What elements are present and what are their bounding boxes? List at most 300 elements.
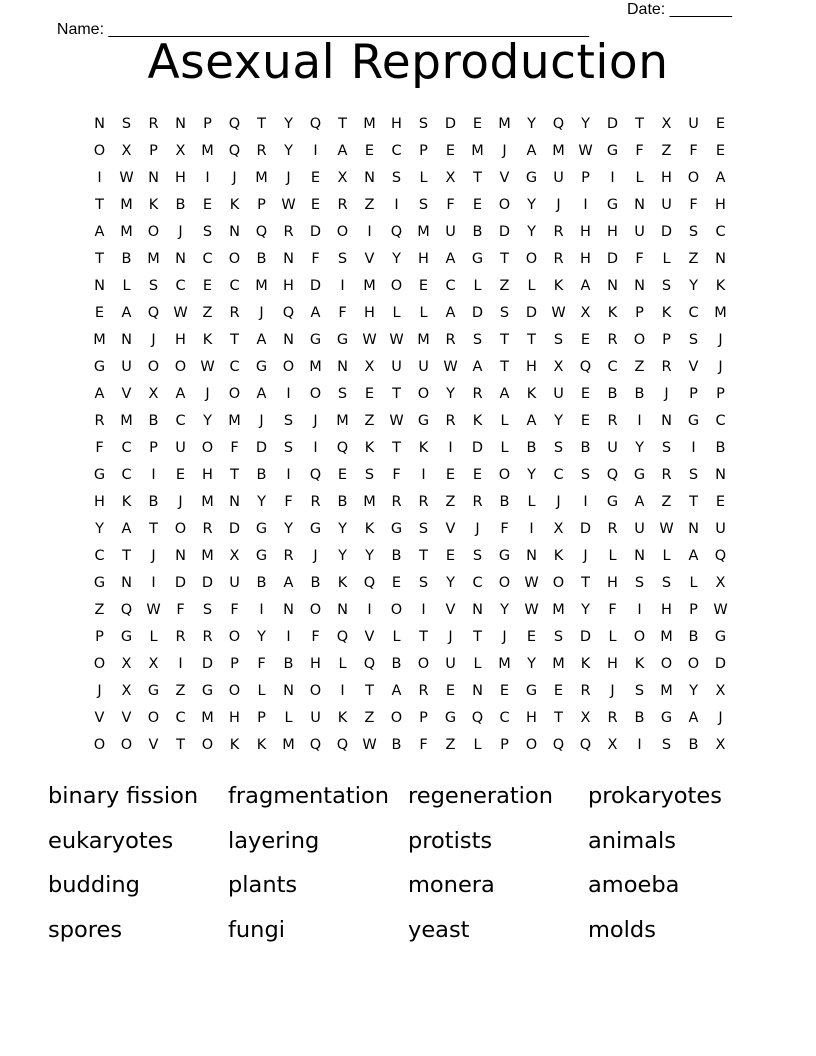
grid-letter: X — [364, 359, 375, 375]
grid-letter: Y — [689, 278, 698, 294]
grid-letter: L — [419, 305, 428, 321]
grid-letter: S — [418, 116, 429, 132]
grid-letter: M — [255, 278, 268, 294]
grid-letter: E — [472, 116, 483, 132]
grid-letter: Q — [336, 440, 349, 456]
grid-letter: R — [283, 224, 294, 240]
grid-letter: N — [472, 602, 483, 618]
grid-letter: N — [283, 683, 294, 699]
grid-letter: L — [392, 629, 401, 645]
grid-letter: K — [337, 575, 348, 591]
grid-letter: H — [526, 359, 537, 375]
grid-letter: O — [687, 170, 700, 186]
grid-letter: R — [310, 494, 321, 510]
grid-letter: G — [336, 332, 349, 348]
grid-letter: I — [178, 656, 183, 672]
grid-letter: F — [311, 251, 320, 267]
grid-letter: Q — [120, 602, 133, 618]
grid-letter: S — [553, 629, 564, 645]
grid-letter: W — [389, 413, 404, 429]
grid-letter: T — [392, 440, 401, 456]
grid-letter: R — [472, 386, 483, 402]
grid-letter: J — [286, 170, 291, 186]
grid-letter: X — [553, 521, 564, 537]
grid-letter: I — [448, 440, 453, 456]
grid-letter: R — [256, 143, 267, 159]
grid-letter: L — [527, 494, 536, 510]
grid-letter: G — [687, 413, 700, 429]
grid-letter: E — [472, 197, 483, 213]
grid-letter: J — [556, 494, 561, 510]
grid-letter: K — [553, 548, 564, 564]
grid-letter: D — [309, 224, 322, 240]
grid-letter: P — [230, 656, 239, 672]
grid-letter: Y — [554, 413, 563, 429]
grid-letter: U — [715, 521, 726, 537]
grid-letter: V — [445, 521, 456, 537]
grid-letter: S — [202, 224, 213, 240]
grid-letter: B — [256, 575, 267, 591]
grid-letter: M — [660, 629, 673, 645]
grid-letter: S — [688, 224, 699, 240]
grid-letter: S — [553, 440, 564, 456]
grid-letter: J — [151, 548, 156, 564]
grid-letter: D — [309, 278, 322, 294]
grid-letter: U — [121, 359, 132, 375]
grid-letter: G — [525, 170, 538, 186]
grid-letter: U — [310, 710, 321, 726]
word-list-item: animals — [588, 827, 676, 854]
grid-letter: O — [633, 629, 646, 645]
grid-letter: K — [526, 386, 537, 402]
grid-letter: P — [149, 440, 158, 456]
grid-letter: I — [205, 170, 210, 186]
grid-letter: T — [392, 386, 401, 402]
grid-letter: H — [607, 224, 618, 240]
grid-letter: O — [147, 359, 160, 375]
grid-letter: D — [201, 656, 214, 672]
grid-letter: M — [552, 656, 565, 672]
grid-letter: B — [256, 467, 267, 483]
grid-letter: L — [284, 710, 293, 726]
grid-letter: O — [390, 602, 403, 618]
grid-letter: S — [661, 440, 672, 456]
grid-letter: W — [389, 332, 404, 348]
grid-letter: Q — [309, 467, 322, 483]
grid-letter: U — [229, 575, 240, 591]
grid-letter: Q — [579, 737, 592, 753]
grid-letter: W — [524, 602, 539, 618]
grid-letter: J — [718, 332, 723, 348]
grid-letter: H — [661, 170, 672, 186]
grid-letter: A — [445, 305, 456, 321]
grid-letter: G — [93, 467, 106, 483]
grid-letter: L — [122, 278, 131, 294]
grid-letter: O — [336, 224, 349, 240]
grid-letter: O — [390, 278, 403, 294]
grid-letter: Y — [635, 440, 644, 456]
grid-letter: N — [175, 251, 186, 267]
grid-letter: O — [390, 710, 403, 726]
grid-letter: J — [259, 413, 264, 429]
grid-letter: X — [580, 305, 591, 321]
grid-letter: H — [94, 494, 105, 510]
grid-letter: M — [363, 116, 376, 132]
grid-letter: Q — [309, 116, 322, 132]
grid-letter: Q — [228, 116, 241, 132]
grid-letter: M — [147, 251, 160, 267]
grid-letter: B — [310, 575, 321, 591]
grid-letter: K — [229, 197, 240, 213]
grid-letter: Q — [579, 359, 592, 375]
grid-letter: R — [607, 413, 618, 429]
grid-letter: V — [445, 602, 456, 618]
grid-letter: Q — [228, 143, 241, 159]
grid-letter: H — [418, 251, 429, 267]
grid-letter: N — [121, 575, 132, 591]
grid-letter: R — [148, 116, 159, 132]
grid-letter: L — [392, 305, 401, 321]
grid-letter: B — [391, 548, 402, 564]
grid-letter: U — [634, 521, 645, 537]
grid-letter: S — [688, 332, 699, 348]
grid-letter: X — [661, 116, 672, 132]
grid-letter: Z — [445, 737, 456, 753]
grid-letter: G — [93, 359, 106, 375]
grid-letter: B — [283, 656, 294, 672]
grid-letter: N — [337, 359, 348, 375]
grid-letter: C — [715, 413, 726, 429]
grid-letter: G — [390, 521, 403, 537]
grid-letter: I — [421, 602, 426, 618]
grid-letter: U — [688, 116, 699, 132]
grid-letter: C — [175, 413, 186, 429]
grid-letter: G — [498, 548, 511, 564]
grid-letter: M — [201, 494, 214, 510]
grid-letter: A — [499, 386, 510, 402]
grid-letter: O — [525, 737, 538, 753]
grid-letter: L — [500, 413, 509, 429]
grid-letter: T — [473, 170, 482, 186]
grid-letter: O — [687, 656, 700, 672]
grid-letter: N — [283, 332, 294, 348]
grid-letter: P — [95, 629, 104, 645]
grid-letter: E — [94, 305, 105, 321]
grid-letter: Z — [661, 494, 672, 510]
grid-letter: F — [500, 521, 509, 537]
grid-letter: N — [715, 251, 726, 267]
grid-letter: I — [421, 467, 426, 483]
grid-letter: O — [633, 332, 646, 348]
grid-letter: M — [93, 332, 106, 348]
grid-letter: H — [202, 467, 213, 483]
grid-letter: G — [255, 359, 268, 375]
grid-letter: D — [714, 656, 727, 672]
grid-letter: E — [553, 683, 564, 699]
grid-letter: V — [364, 629, 375, 645]
grid-letter: Y — [689, 683, 698, 699]
grid-letter: N — [715, 467, 726, 483]
grid-letter: N — [121, 332, 132, 348]
grid-letter: S — [418, 521, 429, 537]
grid-letter: X — [337, 170, 348, 186]
grid-letter: V — [94, 710, 105, 726]
grid-letter: F — [311, 629, 320, 645]
grid-letter: F — [257, 656, 266, 672]
grid-letter: Q — [552, 116, 565, 132]
grid-letter: A — [688, 548, 699, 564]
grid-letter: O — [309, 683, 322, 699]
grid-letter: I — [394, 197, 399, 213]
grid-letter: A — [634, 494, 645, 510]
grid-letter: M — [201, 143, 214, 159]
grid-letter: P — [500, 737, 509, 753]
grid-letter: P — [581, 170, 590, 186]
grid-letter: F — [689, 197, 698, 213]
grid-letter: K — [661, 305, 672, 321]
grid-letter: Q — [714, 548, 727, 564]
grid-letter: P — [419, 710, 428, 726]
grid-letter: Y — [284, 143, 293, 159]
page-title: Asexual Reproduction — [147, 35, 669, 90]
grid-letter: Q — [390, 224, 403, 240]
grid-letter: L — [338, 656, 347, 672]
grid-letter: E — [310, 197, 321, 213]
grid-letter: N — [607, 278, 618, 294]
grid-letter: E — [472, 467, 483, 483]
grid-letter: I — [97, 170, 102, 186]
grid-letter: Y — [284, 116, 293, 132]
word-list-item: prokaryotes — [588, 783, 722, 809]
grid-letter: J — [97, 683, 102, 699]
grid-letter: N — [364, 170, 375, 186]
grid-letter: J — [313, 548, 318, 564]
grid-letter: H — [661, 602, 672, 618]
grid-letter: D — [579, 521, 592, 537]
grid-letter: A — [445, 251, 456, 267]
grid-letter: C — [202, 251, 213, 267]
grid-letter: R — [553, 251, 564, 267]
letter-grid — [86, 111, 734, 759]
grid-letter: Y — [446, 386, 455, 402]
grid-letter: V — [499, 170, 510, 186]
grid-letter: O — [309, 386, 322, 402]
grid-letter: O — [120, 737, 133, 753]
grid-letter: J — [718, 710, 723, 726]
grid-letter: I — [637, 413, 642, 429]
grid-letter: T — [230, 467, 239, 483]
grid-letter: L — [473, 656, 482, 672]
grid-letter: P — [689, 386, 698, 402]
grid-letter: B — [148, 494, 159, 510]
grid-letter: K — [553, 278, 564, 294]
grid-letter: M — [255, 170, 268, 186]
grid-letter: F — [635, 251, 644, 267]
grid-letter: J — [583, 548, 588, 564]
grid-letter: Z — [364, 710, 375, 726]
grid-letter: V — [688, 359, 699, 375]
grid-letter: J — [178, 494, 183, 510]
grid-letter: J — [556, 197, 561, 213]
grid-letter: G — [255, 521, 268, 537]
grid-letter: F — [230, 602, 239, 618]
grid-letter: N — [148, 170, 159, 186]
grid-letter: I — [340, 278, 345, 294]
grid-letter: Q — [309, 737, 322, 753]
grid-letter: Y — [257, 494, 266, 510]
grid-letter: Y — [284, 521, 293, 537]
grid-letter: X — [580, 710, 591, 726]
grid-letter: C — [229, 278, 240, 294]
grid-letter: H — [229, 710, 240, 726]
grid-letter: D — [174, 575, 187, 591]
grid-letter: E — [445, 683, 456, 699]
grid-letter: N — [229, 224, 240, 240]
grid-letter: X — [553, 359, 564, 375]
grid-letter: B — [121, 251, 132, 267]
grid-letter: Z — [94, 602, 105, 618]
grid-letter: O — [525, 251, 538, 267]
grid-letter: E — [364, 143, 375, 159]
grid-letter: A — [688, 710, 699, 726]
grid-letter: O — [201, 737, 214, 753]
word-list-item: spores — [48, 916, 123, 943]
grid-letter: I — [583, 197, 588, 213]
grid-letter: U — [391, 359, 402, 375]
grid-letter: B — [472, 224, 483, 240]
grid-letter: R — [175, 629, 186, 645]
grid-letter: P — [689, 602, 698, 618]
grid-letter: P — [149, 143, 158, 159]
grid-letter: Q — [147, 305, 160, 321]
grid-letter: C — [121, 467, 132, 483]
grid-letter: S — [337, 251, 348, 267]
grid-letter: C — [121, 440, 132, 456]
grid-letter: Z — [202, 305, 213, 321]
word-list — [48, 774, 768, 952]
grid-letter: S — [418, 197, 429, 213]
grid-letter: O — [282, 359, 295, 375]
grid-letter: S — [283, 440, 294, 456]
grid-letter: D — [498, 224, 511, 240]
grid-letter: V — [148, 737, 159, 753]
grid-letter: J — [502, 143, 507, 159]
grid-letter: O — [309, 602, 322, 618]
grid-letter: A — [283, 575, 294, 591]
grid-letter: I — [610, 170, 615, 186]
grid-letter: U — [634, 224, 645, 240]
grid-letter: G — [633, 467, 646, 483]
grid-letter: K — [364, 440, 375, 456]
grid-letter: E — [202, 197, 213, 213]
grid-letter: Z — [661, 143, 672, 159]
grid-letter: T — [257, 116, 266, 132]
grid-letter: S — [472, 548, 483, 564]
grid-letter: B — [256, 251, 267, 267]
grid-letter: T — [95, 251, 104, 267]
grid-letter: T — [122, 548, 131, 564]
grid-letter: E — [202, 278, 213, 294]
grid-letter: L — [527, 278, 536, 294]
grid-letter: D — [444, 116, 457, 132]
grid-letter: D — [660, 224, 673, 240]
grid-letter: U — [607, 440, 618, 456]
grid-letter: W — [200, 359, 215, 375]
grid-letter: S — [553, 332, 564, 348]
grid-letter: M — [201, 710, 214, 726]
grid-letter: N — [175, 116, 186, 132]
grid-letter: O — [228, 683, 241, 699]
grid-letter: J — [718, 359, 723, 375]
grid-letter: D — [471, 440, 484, 456]
grid-letter: Y — [338, 521, 347, 537]
grid-letter: X — [175, 143, 186, 159]
word-list-item: amoeba — [588, 872, 680, 898]
grid-letter: E — [580, 413, 591, 429]
grid-letter: X — [715, 737, 726, 753]
grid-letter: Z — [499, 278, 510, 294]
word-list-item: protists — [408, 827, 493, 854]
grid-letter: L — [473, 737, 482, 753]
grid-letter: L — [473, 278, 482, 294]
grid-letter: U — [553, 170, 564, 186]
grid-letter: H — [607, 575, 618, 591]
grid-letter: R — [661, 467, 672, 483]
grid-letter: O — [228, 386, 241, 402]
grid-letter: J — [178, 224, 183, 240]
grid-letter: S — [634, 683, 645, 699]
grid-letter: K — [202, 332, 213, 348]
grid-letter: S — [337, 386, 348, 402]
grid-letter: O — [498, 197, 511, 213]
grid-letter: M — [498, 116, 511, 132]
header-line — [48, 0, 748, 38]
grid-letter: S — [661, 737, 672, 753]
grid-letter: X — [715, 683, 726, 699]
grid-letter: Y — [392, 251, 401, 267]
grid-letter: O — [174, 521, 187, 537]
grid-letter: W — [362, 737, 377, 753]
grid-letter: C — [175, 278, 186, 294]
word-list-item: regeneration — [408, 783, 553, 809]
grid-letter: N — [283, 602, 294, 618]
grid-letter: D — [228, 521, 241, 537]
grid-letter: N — [688, 521, 699, 537]
grid-letter: C — [94, 548, 105, 564]
grid-letter: H — [607, 656, 618, 672]
grid-letter: J — [205, 386, 210, 402]
grid-letter: X — [229, 548, 240, 564]
grid-letter: A — [310, 305, 321, 321]
grid-letter: E — [580, 332, 591, 348]
grid-letter: S — [121, 116, 132, 132]
grid-letter: O — [147, 710, 160, 726]
grid-letter: T — [95, 197, 104, 213]
grid-letter: A — [175, 386, 186, 402]
grid-letter: O — [417, 386, 430, 402]
grid-letter: K — [634, 656, 645, 672]
grid-letter: P — [716, 386, 725, 402]
grid-letter: G — [417, 413, 430, 429]
grid-letter: Y — [527, 467, 536, 483]
grid-letter: T — [554, 710, 563, 726]
grid-letter: R — [283, 548, 294, 564]
grid-letter: H — [526, 710, 537, 726]
grid-letter: B — [391, 737, 402, 753]
grid-letter: E — [445, 467, 456, 483]
grid-letter: D — [606, 251, 619, 267]
grid-letter: H — [715, 197, 726, 213]
